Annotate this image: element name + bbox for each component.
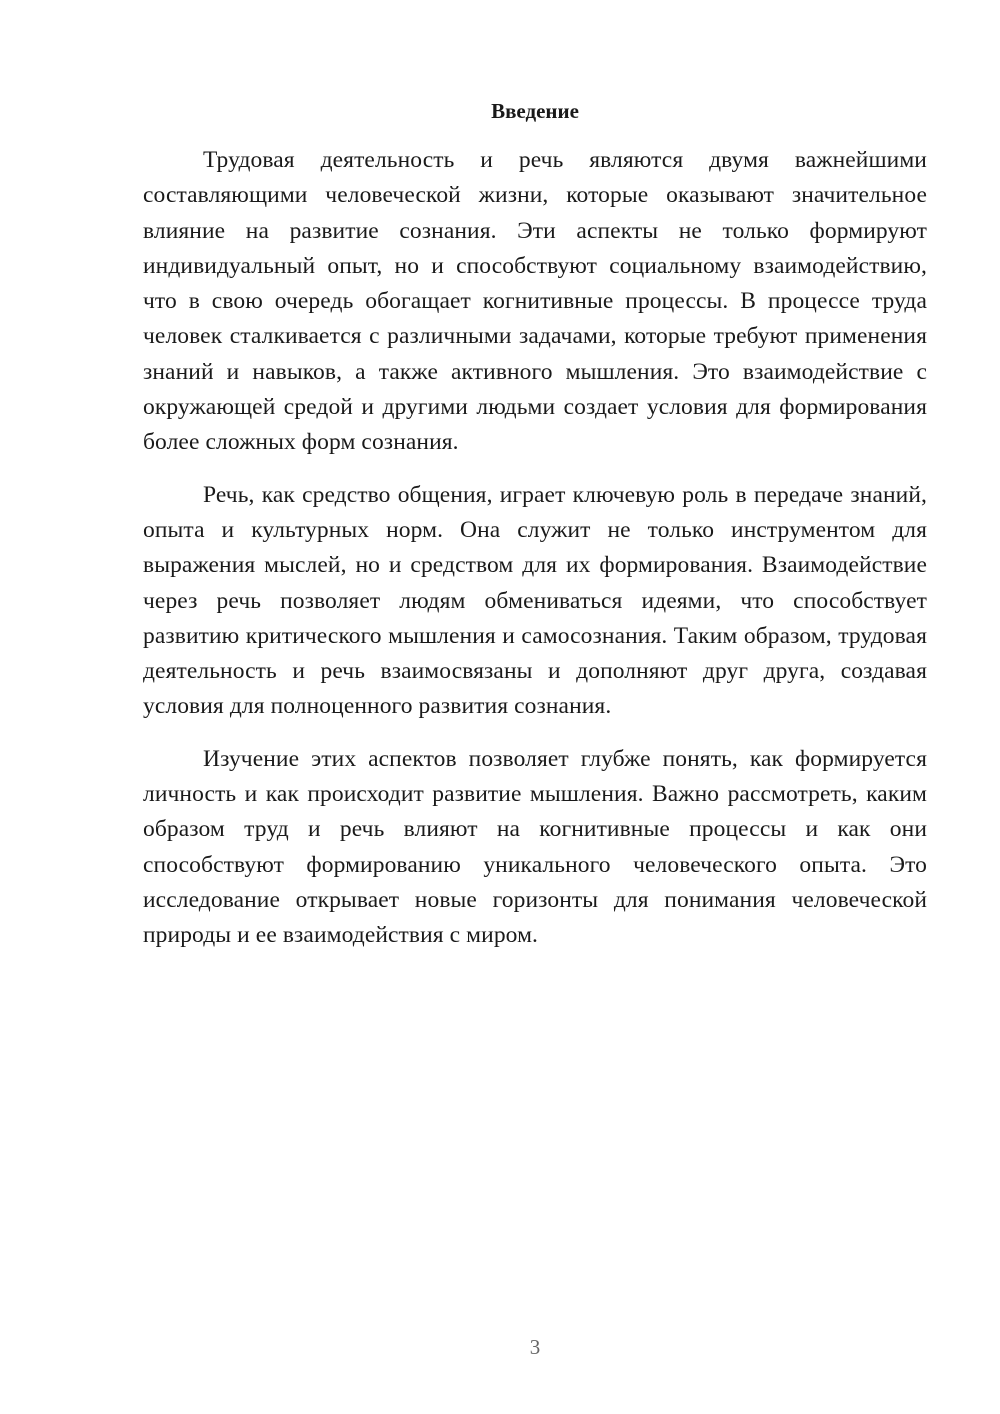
section-title: Введение [491, 99, 579, 123]
paragraph-2: Речь, как средство общения, играет ключевую роль в передаче знаний, опыта и культурных норм. Она служит не только инструментом для выражения мыслей, но и средством для их формирования. Взаимодействие через речь позволяет людям обмениваться идеями, что способствует развитию критического мышления и самосознания. Таким образом, трудовая деятельность и речь взаимосвязаны и дополняют друг друга, создавая условия для полноценного развития сознания. [143, 481, 927, 720]
page-number: 3 [529, 1335, 541, 1359]
document-body [143, 143, 927, 971]
paragraph-1: Трудовая деятельность и речь являются двумя важнейшими составляющими человеческой жизни, которые оказывают значительное влияние на развитие сознания. Эти аспекты не только формируют индивидуальный опыт, но и способствуют социальному взаимодействию, что в свою очередь обогащает когнитивные процессы. В процессе труда человек сталкивается с различными задачами, которые требуют применения знаний и навыков, а также активного мышления. Это взаимодействие с окружающей средой и другими людьми создает условия для формирования более сложных форм сознания. [143, 147, 927, 456]
paragraph-3: Изучение этих аспектов позволяет глубже понять, как формируется личность и как происходит развитие мышления. Важно рассмотреть, каким образом труд и речь влияют на когнитивные процессы и как они способствуют формированию уникального человеческого опыта. Это исследование открывает новые горизонты для понимания человеческой природы и ее взаимодействия с миром. [143, 745, 927, 949]
